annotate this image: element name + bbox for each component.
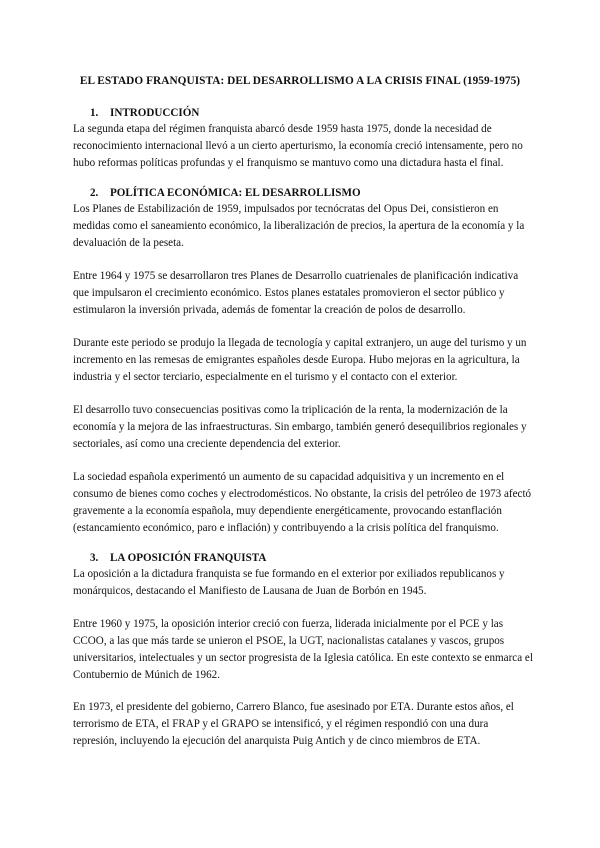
paragraph: La segunda etapa del régimen franquista abarcó desde 1959 hasta 1975, donde la necesidad de reconocimiento internacional llevó a un cierto aperturismo, la economía creció intensamente, pero no hubo reformas políticas profundas y el franquismo se mantuvo como una dictadura hasta el final. xyxy=(73,123,523,169)
section-number: 3. xyxy=(90,552,99,564)
paragraph: En 1973, el presidente del gobierno, Carrero Blanco, fue asesinado por ETA. Durante estos años, el terrorismo de ETA, el FRAP y el GRAPO se intensificó, y el régimen respondió con una dura represión, incluyendo la ejecución del anarquista Puig Antich y de cinco miembros de ETA. xyxy=(73,701,514,747)
paragraph: Los Planes de Estabilización de 1959, impulsados por tecnócratas del Opus Dei, consistieron en medidas como el saneamiento económico, la liberalización de precios, la apertura de la economía y la devaluación de la peseta. xyxy=(73,203,525,249)
paragraph: Entre 1964 y 1975 se desarrollaron tres Planes de Desarrollo cuatrienales de planificación indicativa que impulsaron el crecimiento económico. Estos planes estatales promovieron el sector público y estimularon la inversión privada, además de fomentar la creación de polos de desarrollo. xyxy=(73,270,519,316)
section-heading-introduccion xyxy=(90,105,199,122)
section-heading-politica-economica xyxy=(90,185,361,202)
paragraph: Entre 1960 y 1975, la oposición interior creció con fuerza, liderada inicialmente por el PCE y las CCOO, a las que más tarde se unieron el PSOE, la UGT, nacionalistas catalanes y vascos, grupos universitarios, intelectuales y un sector progresista de la Iglesia católica. En este contexto se enmarca el Contubernio de Múnich de 1962. xyxy=(73,618,533,681)
section-number: 2. xyxy=(90,187,99,199)
paragraph: El desarrollo tuvo consecuencias positivas como la triplicación de la renta, la modernización de la economía y la mejora de las infraestructuras. Sin embargo, también generó desequilibrios regionales y sectoriales, así como una creciente dependencia del exterior. xyxy=(73,404,527,450)
paragraph: La sociedad española experimentó un aumento de su capacidad adquisitiva y un incremento en el consumo de bienes como coches y electrodomésticos. No obstante, la crisis del petróleo de 1973 afectó gravemente a la economía española, muy dependiente energéticamente, provocando estanflación (estancamiento económico, paro e inflación) y contribuyendo a la crisis política del franquismo. xyxy=(73,471,532,534)
section-title: LA OPOSICIÓN FRANQUISTA xyxy=(110,552,267,564)
section-title: POLÍTICA ECONÓMICA: EL DESARROLLISMO xyxy=(110,187,361,199)
section-heading-oposicion xyxy=(90,550,266,567)
document-title: EL ESTADO FRANQUISTA: DEL DESARROLLISMO A LA CRISIS FINAL (1959-1975) xyxy=(79,75,521,87)
section-number: 1. xyxy=(90,107,99,119)
paragraph: La oposición a la dictadura franquista se fue formando en el exterior por exiliados republicanos y monárquicos, destacando el Manifiesto de Lausana de Juan de Borbón en 1945. xyxy=(73,568,505,597)
paragraph: Durante este periodo se produjo la llegada de tecnología y capital extranjero, un auge del turismo y un incremento en las remesas de emigrantes españoles desde Europa. Hubo mejoras en la agricultura, la industria y el sector terciario, especialmente en el turismo y el contacto con el exterior. xyxy=(73,337,527,383)
section-title: INTRODUCCIÓN xyxy=(110,107,200,119)
